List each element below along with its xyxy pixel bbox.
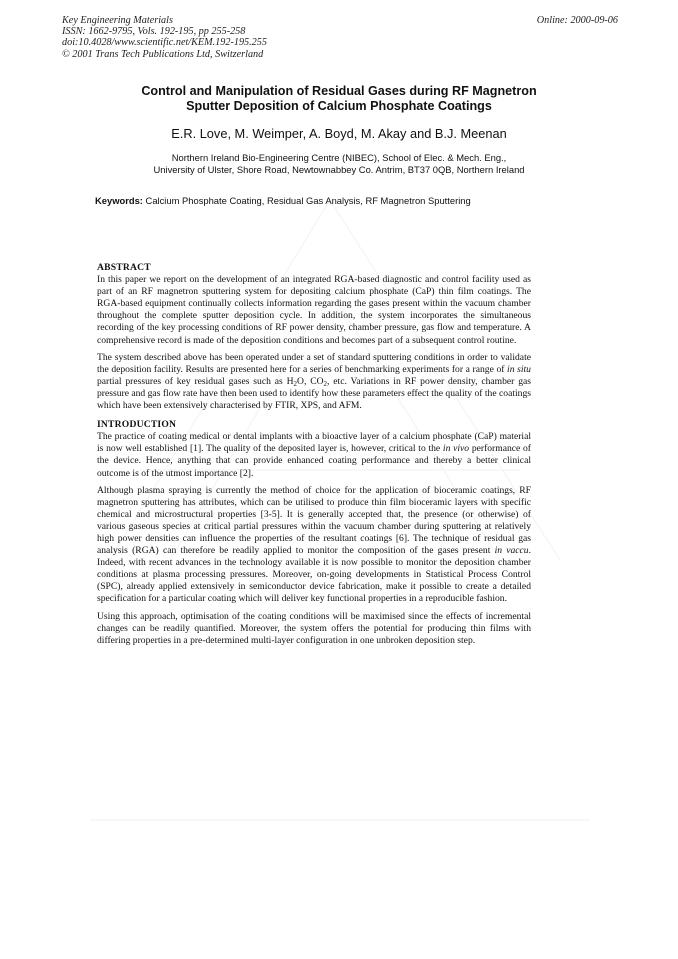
intro-p1-text-a: The practice of coating medical or dental implants with a bioactive layer of a calcium phosphate (CaP) material is now well established [1]. The quality of the deposited layer is, however, critical to the: [97, 431, 531, 455]
abstract-p2-text-d: , etc. Variations in RF power density, chamber gas pressure and gas flow rate have then been used to identify how these parameters effect the quality of the coatings which have been extensively characterised by FTIR, XPS, and AFM.: [97, 375, 532, 412]
abstract-p2-text-c: O, CO: [297, 375, 324, 387]
paper-body: [97, 262, 531, 652]
intro-p2-text-a: Although plasma spraying is currently the method of choice for the application of bioceramic coatings, RF magnetron sputtering has attributes, which can be utilised to produce thin film bioceramic layers with specific chemical and microstructural properties [3-5]. It is generally accepted that, the presence (or otherwise) of various gaseous species at critical partial pressures within the vacuum chamber during sputtering at relatively high power densities can influence the properties of the resultant coatings [6]. The technique of residual gas analysis (RGA) can therefore be readily applied to monitor the composition of the gases present: [97, 484, 531, 557]
introduction-heading: INTRODUCTION: [97, 419, 177, 431]
paper-title: [60, 84, 618, 114]
keywords-list: Calcium Phosphate Coating, Residual Gas Analysis, RF Magnetron Sputtering: [145, 195, 471, 206]
title-line-2: Sputter Deposition of Calcium Phosphate Coatings: [186, 99, 492, 113]
introduction-paragraph-1: [97, 431, 531, 479]
keywords: [95, 195, 615, 207]
affiliation-line-2: University of Ulster, Shore Road, Newtownabbey Co. Antrim, BT37 0QB, Northern Ireland: [153, 164, 525, 175]
abstract-paragraph-1: In this paper we report on the development of an integrated RGA-based diagnostic and control facility used as part of an RF magnetron sputtering system for depositing calcium phosphate (CaP) thin film coatings. The RGA-based equipment continually collects information regarding the gases present within the vacuum chamber throughout the complete sputter deposition cycle. In addition, the system incorporates the simultaneous recording of the key processing conditions of RF power density, chamber pressure, gas flow and temperature. A comprehensive record is made of the deposition conditions and becomes part of a subsequent control routine.: [97, 274, 531, 346]
abstract-p2-text-a: The system described above has been operated under a set of standard sputtering conditions in order to validate the deposition facility. Results are presented here for a series of benchmarking experiments for a range of: [97, 351, 531, 375]
intro-p1-in-vivo: in vivo: [442, 443, 470, 455]
intro-p2-text-b: . Indeed, with recent advances in the technology available it is now possible to monitor the deposition chamber conditions at plasma processing pressures. Moreover, on-going developments in Statistical Process Control (SPC), already applied extensively in semiconductor device fabrication, make it possible to create a detailed specification for a particular coating which will deliver key functional properties in a reproducible fashion.: [97, 545, 531, 605]
journal-header: [62, 15, 618, 60]
doi-line: doi:10.4028/www.scientific.net/KEM.192-195.255: [62, 37, 267, 49]
abstract-heading: ABSTRACT: [97, 262, 151, 273]
journal-name: Key Engineering Materials: [62, 15, 173, 26]
copyright-line: © 2001 Trans Tech Publications Ltd, Switzerland: [62, 48, 264, 60]
intro-p1-text-b: performance of the device. Hence, anything that can provide enhanced coating performance and thereby a better clinical outcome is of the utmost importance [2].: [97, 443, 532, 479]
abstract-p2-text-b: partial pressures of key residual gases such as H: [97, 375, 294, 387]
online-date: Online: 2000-09-06: [536, 15, 618, 26]
abstract-p2-sub-2: 2: [323, 379, 328, 388]
affiliation: [60, 152, 618, 176]
introduction-paragraph-2: [97, 485, 531, 606]
affiliation-line-1: Northern Ireland Bio-Engineering Centre (NIBEC), School of Elec. & Mech. Eng.,: [171, 152, 507, 163]
abstract-paragraph-2: [97, 352, 531, 412]
issn-line: ISSN: 1662-9795, Vols. 192-195, pp 255-258: [62, 26, 246, 38]
keywords-label: Keywords:: [95, 195, 143, 206]
title-line-1: Control and Manipulation of Residual Gases during RF Magnetron: [141, 84, 537, 98]
intro-p2-in-vaccu: in vaccu: [494, 545, 529, 557]
introduction-paragraph-3: Using this approach, optimisation of the coating conditions will be maximised since the effects of incremental changes can be readily quantified. Moreover, the system offers the potential for producing thin films with differing properties in a pre-determined multi-layer configuration in one unbroken deposition step.: [97, 610, 531, 646]
author-list: E.R. Love, M. Weimper, A. Boyd, M. Akay and B.J. Meenan: [171, 126, 507, 141]
abstract-p2-in-situ: in situ: [507, 363, 531, 375]
abstract-p2-sub-1: 2: [293, 379, 298, 388]
